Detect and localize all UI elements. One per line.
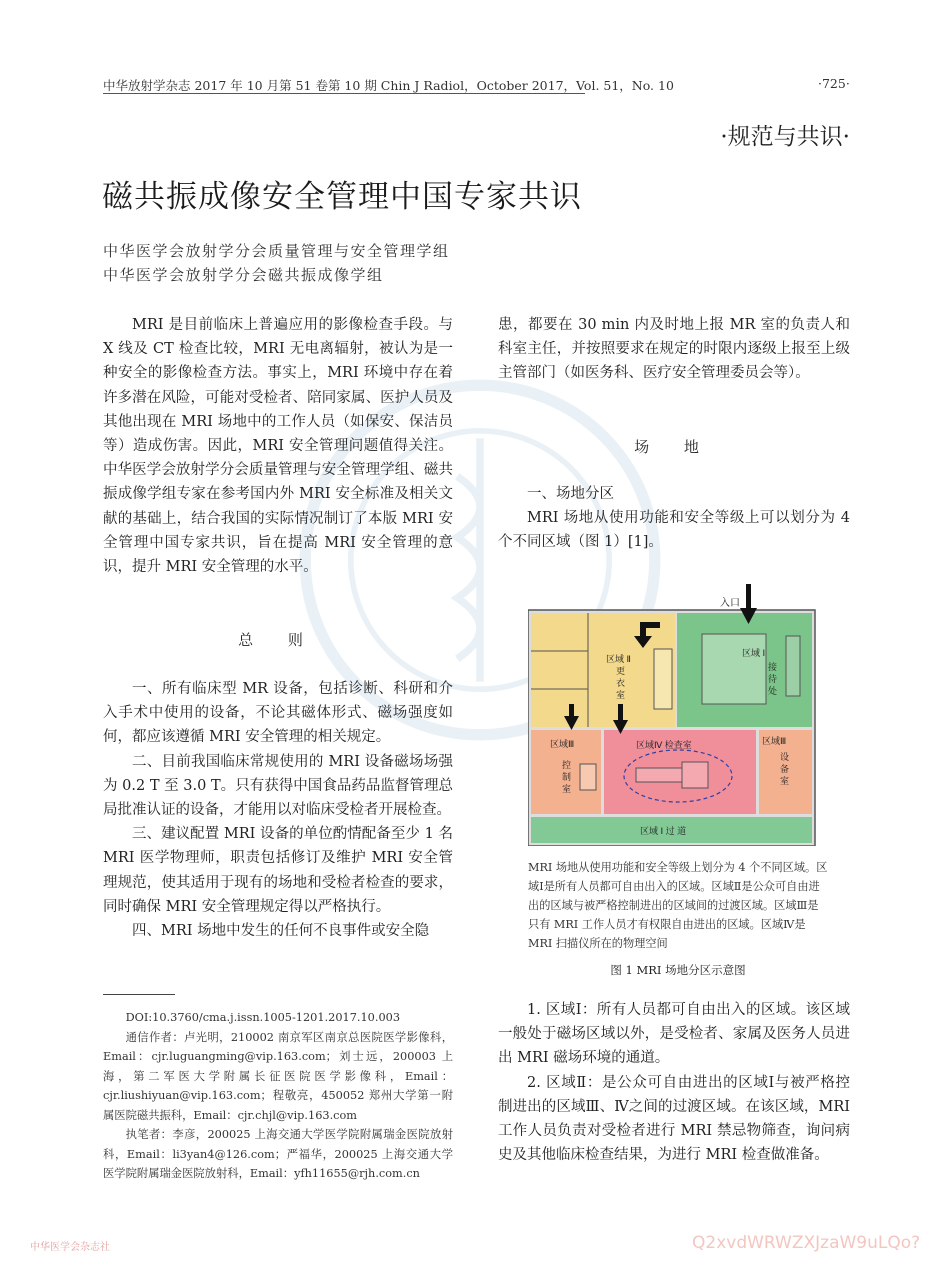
article-title: 磁共振成像安全管理中国专家共识 [102, 179, 582, 215]
zone1-name-3: 处 [768, 686, 778, 696]
subheading-zoning: 一、场地分区 [527, 486, 614, 502]
zone1-description: 1. 区域Ⅰ：所有人员都可自由出入的区域。该区域一般处于磁场区域以外，是受检者、家属及医务人员进出 MRI 磁场环境的通道。 [498, 1002, 850, 1067]
zone2-area [531, 613, 675, 727]
continuation-paragraph: 患，都要在 30 min 内及时地上报 MR 室的负责人和科室主任，并按照要求在规定的时限内逐级上报至上级主管部门（如医务科、医疗安全管理委员会等）。 [498, 317, 850, 382]
zone1-name-1: 接 [768, 662, 778, 672]
zone3-left-name-1: 控 [562, 760, 572, 770]
zone1-label: 区域 Ⅰ [742, 648, 766, 658]
zone1-name-2: 待 [768, 674, 778, 684]
rule-paragraph-2: 二、目前我国临床常规使用的 MRI 设备磁场场强为 0.2 T 至 3.0 T。只有获得中国食品药品监督管理总局批准认证的设备，才能用以对临床受检者开展检查。 [103, 753, 453, 819]
zone3-right-label: 区域Ⅲ [762, 736, 787, 746]
zone3-left-name-2: 制 [562, 772, 572, 782]
figure-caption-title: 图 1 MRI 场地分区示意图 [610, 963, 746, 977]
intro-paragraph: MRI 是目前临床上普遍应用的影像检查手段。与 X 线及 CT 检查比较，MRI 无电离辐射，被认为是一种安全的影像检查方法。事实上，MRI 环境中存在着许多潜在风险，可能对受检者、陪同家属、医护人员及其他出现在 MRI 场地中的工作人员（如保安、保洁员等）造成伤害。因此，MRI 安全管理问题值得关注。中华医学会放射学分会质量管理与安全管理学组、磁共振成像学组专家在参考国内外 MRI 安全标准及相关文献的基础上，结合我国的实际情况制订了本版 MRI 安全管理中国专家共识，旨在提高 MRI 安全管理的意识，提升 MRI 安全管理的水平。 [103, 317, 453, 576]
site-intro [498, 482, 850, 555]
doi-note: DOI:10.3760/cma.j.issn.1005-1201.2017.10.003 [125, 1011, 401, 1024]
writing-authors: 执笔者：李彦，200025 上海交通大学医学院附属瑞金医院放射科，Email：li3yan4@126.com；严福华，200025 上海交通大学医学院附属瑞金医院放射科，Email：yfh11655@rjh.com.cn [103, 1128, 453, 1180]
journal-header: 中华放射学杂志 2017 年 10 月第 51 卷第 10 期 Chin J Radiol，October 2017，Vol. 51，No. 10 [103, 78, 674, 93]
zone2-name-2: 衣 [616, 678, 626, 688]
zone2-name-1: 更 [616, 666, 626, 676]
heading-site: 场 地 [634, 438, 714, 456]
rule-paragraph-4: 四、MRI 场地中发生的任何不良事件或安全隐 [132, 923, 430, 940]
footnotes [103, 1008, 453, 1184]
zone-descriptions [498, 998, 850, 1167]
zone4-label: 区域Ⅳ 检查室 [636, 740, 692, 750]
rule-paragraph-1: 一、所有临床型 MR 设备，包括诊断、科研和介入手术中使用的设备，不论其磁体形式、磁场强度如何，都应该遵循 MRI 安全管理的相关规定。 [103, 681, 453, 746]
zone2-description: 2. 区域Ⅱ：是公众可自由进出的区域Ⅰ与被严格控制进出的区域Ⅲ、Ⅳ之间的过渡区域。在该区域，MRI 工作人员负责对受检者进行 MRI 禁忌物筛查，询问病史及其他临床检查结果，为进行 MRI 检查做准备。 [498, 1074, 850, 1164]
zone3-right-name-3: 室 [780, 776, 790, 786]
figure-caption-text: MRI 场地从使用功能和安全等级上划分为 4 个不同区域。区域Ⅰ是所有人员都可自由出入的区域。区域Ⅱ是公众可自由进出的区域与被严格控制进出的区域间的过渡区域。区域Ⅲ是只有 MRI 工作人员才有权限自由进出的区域。区域Ⅳ是 MRI 扫描仪所在的物理空间 [528, 861, 828, 950]
zone2-label: 区域 Ⅱ [606, 654, 631, 664]
zone3-left-label: 区域Ⅲ [550, 739, 575, 749]
zone2-name-3: 室 [616, 690, 626, 700]
zone3-left-name-3: 室 [562, 784, 572, 794]
corresponding-authors: 通信作者：卢光明，210002 南京军区南京总医院医学影像科，Email：cjr.luguangming@vip.163.com；刘士远，200003 上海，第二军医大学附属长征医院医学影像科，Email：cjr.liushiyuan@vip.163.com；程敬亮，450052 郑州大学第一附属医院磁共振科，Email：cjr.chjl@vip.163.com [103, 1030, 453, 1122]
general-rules [103, 677, 453, 943]
zone3-right-name-1: 设 [780, 752, 790, 762]
footer-code: Q2xvdWRWZXJzaW9uLQo? [692, 1233, 921, 1253]
left-column [103, 313, 453, 579]
section-tag: ·规范与共识· [720, 124, 850, 150]
corridor-label: 区域 Ⅰ 过 道 [640, 826, 687, 836]
entrance-label: 入口 [720, 598, 740, 609]
footnote-rule [103, 994, 175, 995]
page-number: ·725· [818, 76, 850, 91]
publisher-logo: 中华医学会杂志社 [30, 1242, 110, 1253]
zoning-paragraph: MRI 场地从使用功能和安全等级上可以划分为 4 个不同区域（图 1）[1]。 [498, 510, 850, 551]
rule-paragraph-3: 三、建议配置 MRI 设备的单位酌情配备至少 1 名 MRI 医学物理师，职责包括修订及维护 MRI 安全管理规范，使其适用于现有的场地和受检者检查的要求，同时确保 MRI 安全管理规定得以严格执行。 [103, 826, 453, 915]
heading-general: 总 则 [238, 631, 318, 649]
author-group-2: 中华医学会放射学分会磁共振成像学组 [103, 266, 384, 284]
mri-zoning-figure [528, 584, 842, 846]
zone3-right-name-2: 备 [780, 764, 790, 774]
author-group-1: 中华医学会放射学分会质量管理与安全管理学组 [103, 242, 450, 260]
right-column-top [498, 313, 850, 386]
header-rule [103, 93, 585, 94]
